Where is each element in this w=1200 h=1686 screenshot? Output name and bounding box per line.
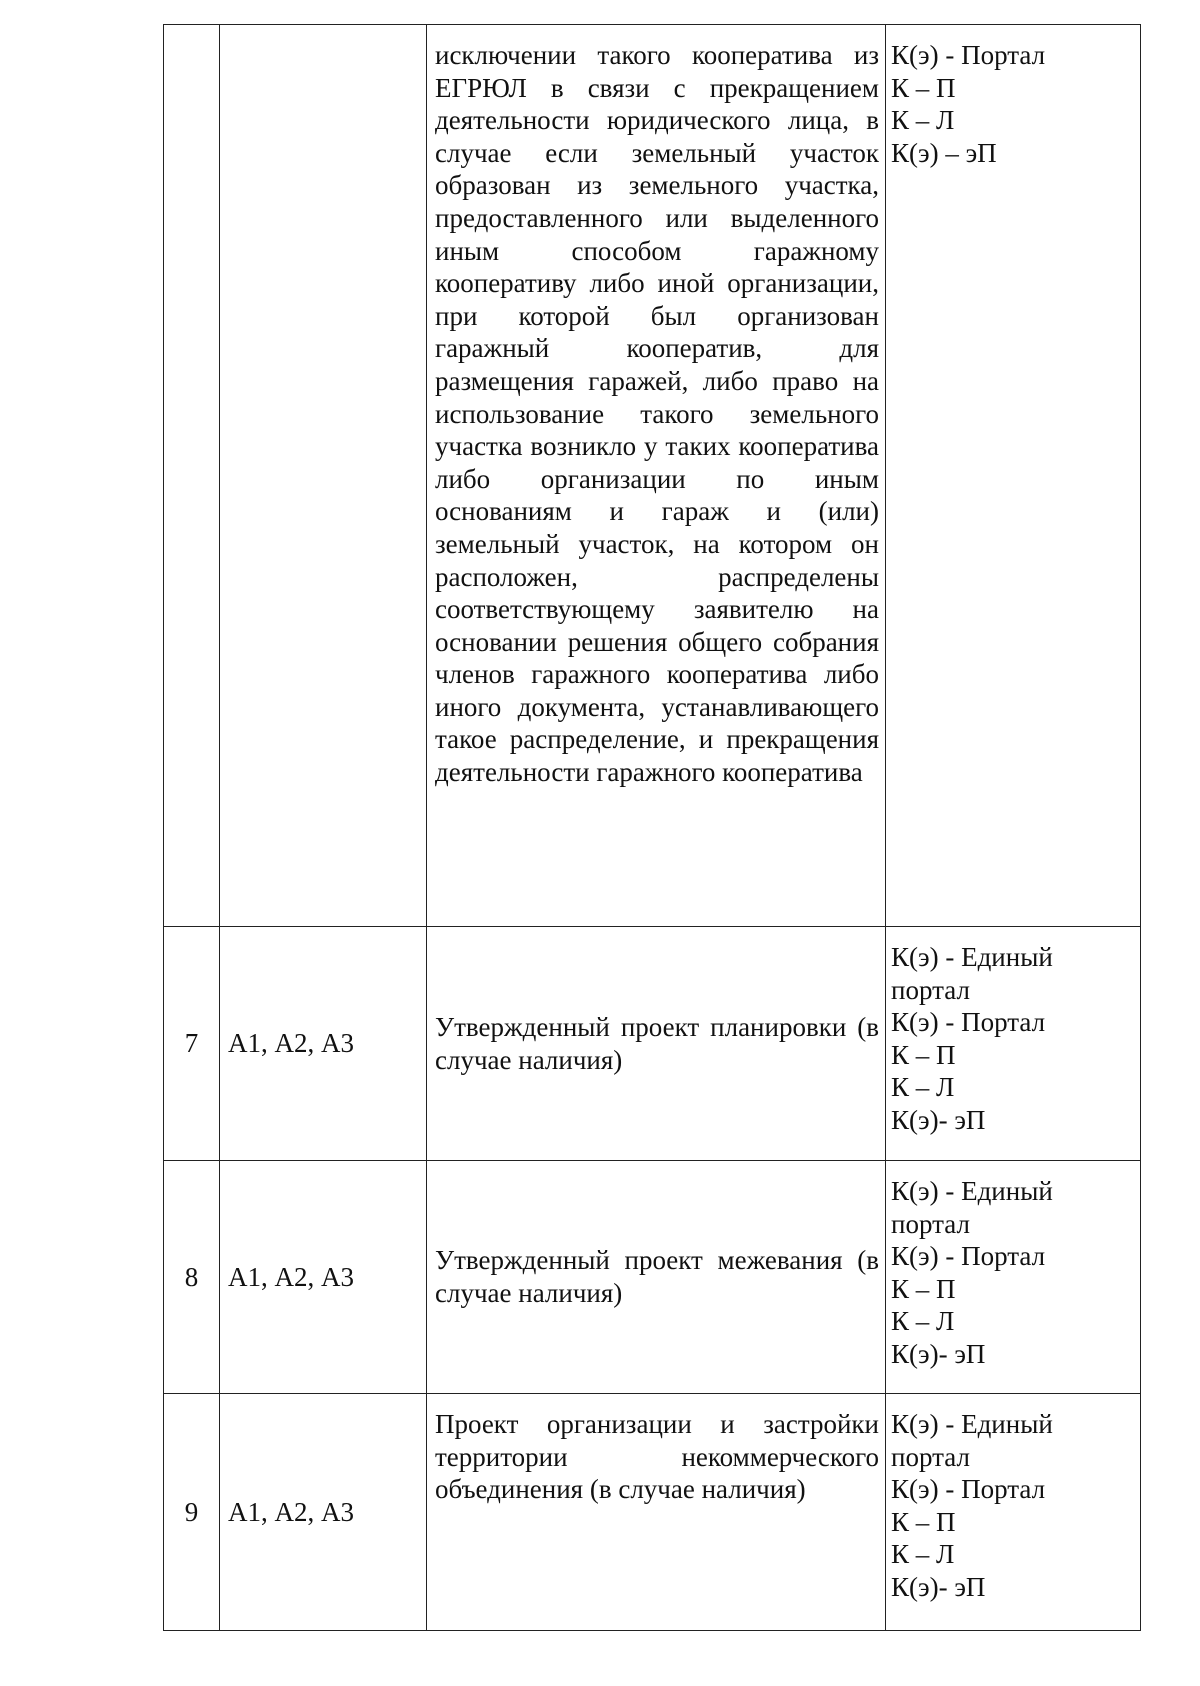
method-line: портал: [891, 1208, 970, 1239]
row-number: 8: [184, 1261, 199, 1292]
table-row-continuation: [164, 25, 1141, 927]
method-line: К – Л: [891, 1539, 955, 1570]
document-cell: [427, 25, 886, 927]
method-line: К – П: [891, 1273, 956, 1304]
method-line: К(э) - Единый: [891, 942, 1053, 972]
method-line: К(э) - Единый: [891, 1409, 1053, 1439]
row-number-cell: [164, 25, 220, 927]
method-line: К – Л: [891, 1072, 955, 1103]
method-line: К(э)- эП: [891, 1104, 986, 1135]
row-number-cell: [164, 1394, 220, 1631]
method-line: К(э) – эП: [891, 137, 997, 168]
method-line: К – П: [891, 1506, 956, 1537]
method-line: К – Л: [891, 105, 955, 136]
method-line: К(э) - Единый: [891, 1176, 1053, 1206]
submission-methods-cell: [886, 25, 1141, 927]
document-text: Проект организации и застройки территории некоммерческого объединения (в случае наличия): [435, 1409, 879, 1505]
applicants-text: А1, А2, А3: [228, 1261, 354, 1292]
document-text: Утвержденный проект планировки (в случае наличия): [435, 1011, 879, 1075]
documents-table: [163, 24, 1141, 1631]
document-text: исключении такого кооператива из ЕГРЮЛ в связи с прекращением деятельности юридического лица, в случае если земельный участок образован из земельного участка, предоставленного или выделенного иным способом гаражному кооперативу либо иной организации, при которой был организован гаражный кооператив, для размещения гаражей, либо право на использование такого земельного участка возникло у таких кооператива либо организации по иным основаниям и гараж и (или) земельный участок, на котором он расположен, распределены соответствующему заявителю на основании решения общего собрания членов гаражного кооператива либо иного документа, устанавливающего такое распределение, и прекращения деятельности гаражного кооператива: [435, 40, 879, 788]
document-cell: [427, 927, 886, 1161]
table-row-8: [164, 1161, 1141, 1394]
method-line: К(э) - Портал: [891, 40, 1046, 70]
document-text: Утвержденный проект межевания (в случае наличия): [435, 1245, 879, 1308]
applicants-text: А1, А2, А3: [228, 1496, 354, 1527]
row-number: 7: [184, 1028, 199, 1059]
method-line: К – П: [891, 1039, 956, 1070]
method-line: портал: [891, 974, 970, 1005]
method-line: К(э) - Портал: [891, 1241, 1046, 1272]
method-line: К – Л: [891, 1306, 955, 1337]
table-row-7: [164, 927, 1141, 1161]
applicants-cell: [220, 1161, 427, 1394]
method-line: К(э)- эП: [891, 1571, 986, 1602]
method-line: К(э)- эП: [891, 1338, 986, 1369]
method-line: К(э) - Портал: [891, 1474, 1046, 1505]
row-number: 9: [184, 1496, 199, 1527]
table-row-9: [164, 1394, 1141, 1631]
row-number-cell: [164, 1161, 220, 1394]
row-number-cell: [164, 927, 220, 1161]
document-cell: [427, 1161, 886, 1394]
method-line: К(э) - Портал: [891, 1007, 1046, 1038]
applicants-text: А1, А2, А3: [228, 1028, 354, 1059]
submission-methods-cell: [886, 1394, 1141, 1631]
applicants-cell: [220, 1394, 427, 1631]
document-cell: [427, 1394, 886, 1631]
submission-methods-cell: [886, 927, 1141, 1161]
method-line: К – П: [891, 72, 956, 103]
method-line: портал: [891, 1441, 970, 1472]
applicants-cell: [220, 25, 427, 927]
applicants-cell: [220, 927, 427, 1161]
submission-methods-cell: [886, 1161, 1141, 1394]
